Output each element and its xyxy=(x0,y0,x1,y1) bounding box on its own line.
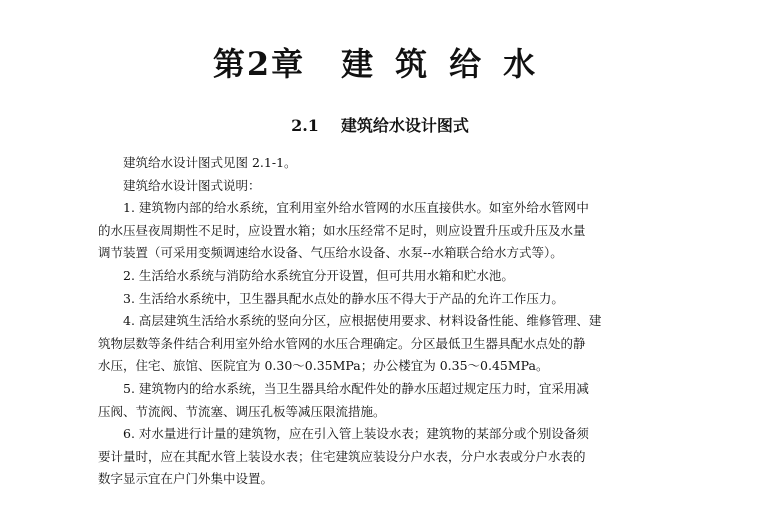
section-heading xyxy=(0,114,760,138)
paragraph-line: 建筑给水设计图式说明： xyxy=(123,177,261,193)
chapter-title-char: 给 xyxy=(449,45,484,83)
paragraph-line: 水压，住宅、旅馆、医院宜为 0.30～0.35MPa；办公楼宜为 0.35～0.45MPa。 xyxy=(98,358,549,374)
section-number: 2.1 xyxy=(291,116,319,135)
paragraph-line: 调节装置（可采用变频调速给水设备、气压给水设备、水泵--水箱联合给水方式等）。 xyxy=(98,245,563,261)
paragraph-line: 5. 建筑物内的给水系统，当卫生器具给水配件处的静水压超过规定压力时，宜采用减 xyxy=(123,380,589,396)
chapter-title-char: 筑 xyxy=(395,45,430,83)
section-title: 建筑给水设计图式 xyxy=(340,116,469,135)
paragraph-line: 1. 建筑物内部的给水系统，宜利用室外给水管网的水压直接供水。如室外给水管网中 xyxy=(123,200,589,216)
paragraph-line: 要计量时，应在其配水管上装设水表；住宅建筑应装设分户水表，分户水表或分户水表的 xyxy=(98,448,586,464)
paragraph-line: 数字显示宜在户门外集中设置。 xyxy=(98,471,274,487)
paragraph-line: 2. 生活给水系统与消防给水系统宜分开设置，但可共用水箱和贮水池。 xyxy=(123,267,514,283)
paragraph-line: 4. 高层建筑生活给水系统的竖向分区，应根据使用要求、材料设备性能、维修管理、建 xyxy=(123,313,602,329)
body-text xyxy=(98,152,662,491)
paragraph-line: 建筑给水设计图式见图 2.1-1。 xyxy=(123,155,297,170)
paragraph-line: 6. 对水量进行计量的建筑物，应在引入管上装设水表；建筑物的某部分或个别设备须 xyxy=(123,426,589,442)
chapter-title xyxy=(0,44,760,84)
chapter-number: 第2章 xyxy=(212,45,306,83)
paragraph-line: 的水压昼夜周期性不足时，应设置水箱；如水压经常不足时，则应设置升压或升压及水量 xyxy=(98,222,586,238)
chapter-title-char: 建 xyxy=(341,45,376,83)
paragraph-line: 3. 生活给水系统中，卫生器具配水点处的静水压不得大于产品的允许工作压力。 xyxy=(123,290,564,306)
chapter-title-char: 水 xyxy=(503,45,538,83)
paragraph-line: 筑物层数等条件结合利用室外给水管网的水压合理确定。分区最低卫生器具配水点处的静 xyxy=(98,335,586,351)
paragraph-line: 压阀、节流阀、节流塞、调压孔板等减压限流措施。 xyxy=(98,403,386,419)
